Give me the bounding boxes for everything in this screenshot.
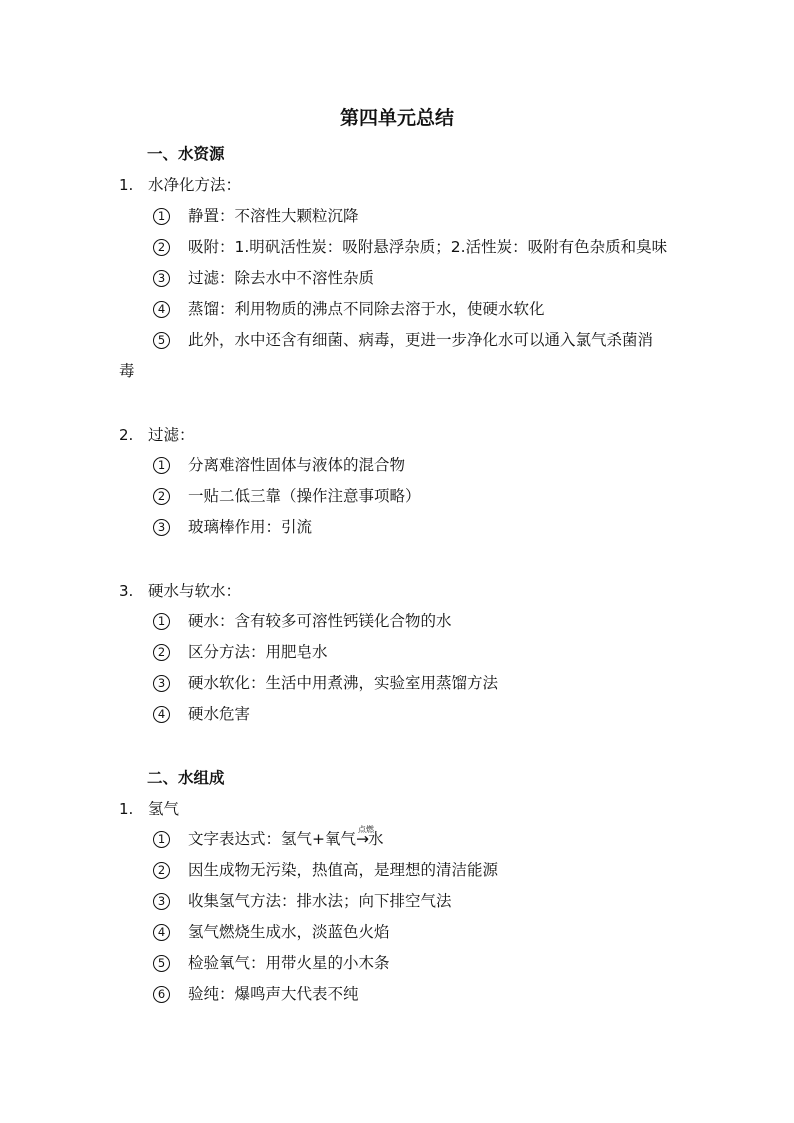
circled-number-marker: 3 [153,270,170,287]
reaction-arrow [356,825,374,850]
list-item-text-continuation: 毒 [119,362,135,380]
list-label: 过滤： [148,426,195,444]
equation-text-prefix: 文字表达式：氢气+氧气 [188,830,356,848]
list-item-text [188,825,384,850]
list-item-text: 验纯：爆鸣声大代表不纯 [188,985,359,1003]
list-item-text: 硬水危害 [188,705,251,723]
list-number: 3. [119,582,134,600]
list-item-text: 氢气燃烧生成水，淡蓝色火焰 [188,923,390,941]
list-label: 水净化方法： [148,176,242,194]
list-label: 氢气 [148,800,180,818]
circled-number-marker: 3 [153,675,170,692]
circled-number-marker: 1 [153,613,170,630]
circled-number-marker: 5 [153,332,170,349]
list-item-text: 分离难溶性固体与液体的混合物 [188,456,406,474]
circled-number-marker: 1 [153,831,170,848]
list-item-text: 检验氧气：用带火星的小木条 [188,954,390,972]
section-heading-water-composition: 二、水组成 [147,769,225,787]
circled-number-marker: 1 [153,208,170,225]
circled-number-marker: 3 [153,893,170,910]
list-label: 硬水与软水： [148,582,242,600]
circled-number-marker: 6 [153,986,170,1003]
circled-number-marker: 2 [153,644,170,661]
list-item-text: 静置：不溶性大颗粒沉降 [188,207,359,225]
page-title: 第四单元总结 [339,107,454,129]
list-item-text: 玻璃棒作用：引流 [188,518,313,536]
circled-number-marker: 4 [153,706,170,723]
list-item-text: 硬水：含有较多可溶性钙镁化合物的水 [188,612,452,630]
list-item-text: 此外，水中还含有细菌、病毒，更进一步净化水可以通入氯气杀菌消 [188,331,654,349]
list-item-text: 硬水软化：生活中用煮沸，实验室用蒸馏方法 [188,674,499,692]
list-number: 1. [119,800,134,818]
list-item-text: 一贴二低三靠（操作注意事项略） [188,487,421,505]
list-item-text: 收集氢气方法：排水法；向下排空气法 [188,892,452,910]
section-heading-water-resources: 一、水资源 [147,145,225,163]
circled-number-marker: 4 [153,924,170,941]
circled-number-marker: 2 [153,862,170,879]
circled-number-marker: 2 [153,488,170,505]
list-item-text: 吸附：1.明矾活性炭：吸附悬浮杂质；2.活性炭：吸附有色杂质和臭味 [188,238,668,256]
equation-text-suffix: 水 [368,830,384,848]
circled-number-marker: 2 [153,239,170,256]
list-item-text: 区分方法：用肥皂水 [188,643,328,661]
circled-number-marker: 5 [153,955,170,972]
list-number: 2. [119,426,134,444]
circled-number-marker: 1 [153,457,170,474]
circled-number-marker: 4 [153,301,170,318]
list-item-text: 蒸馏：利用物质的沸点不同除去溶于水，使硬水软化 [188,300,545,318]
arrow-icon: → [356,830,368,848]
list-item-text: 过滤：除去水中不溶性杂质 [188,269,375,287]
list-number: 1. [119,176,134,194]
reaction-condition-label: 点燃 [358,825,374,834]
list-item-text: 因生成物无污染，热值高，是理想的清洁能源 [188,861,499,879]
circled-number-marker: 3 [153,519,170,536]
